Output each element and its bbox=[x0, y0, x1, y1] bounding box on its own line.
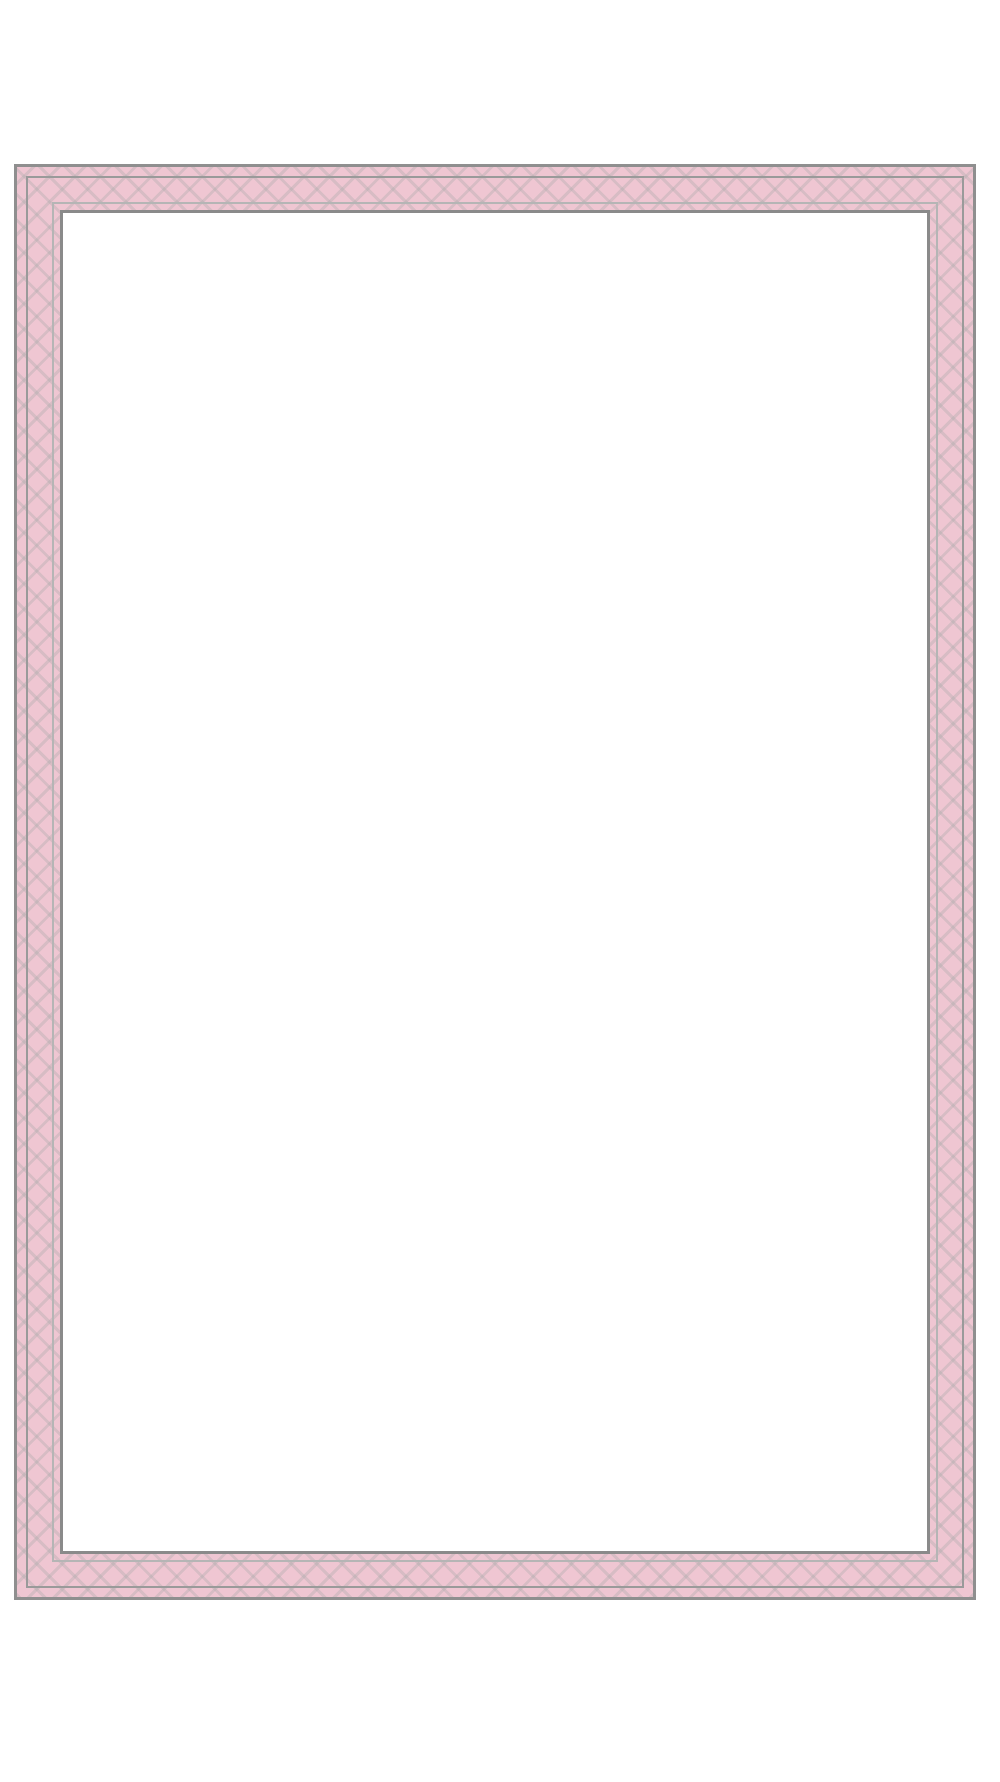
page-header bbox=[22, 84, 978, 140]
quran-text-block bbox=[100, 248, 900, 1524]
